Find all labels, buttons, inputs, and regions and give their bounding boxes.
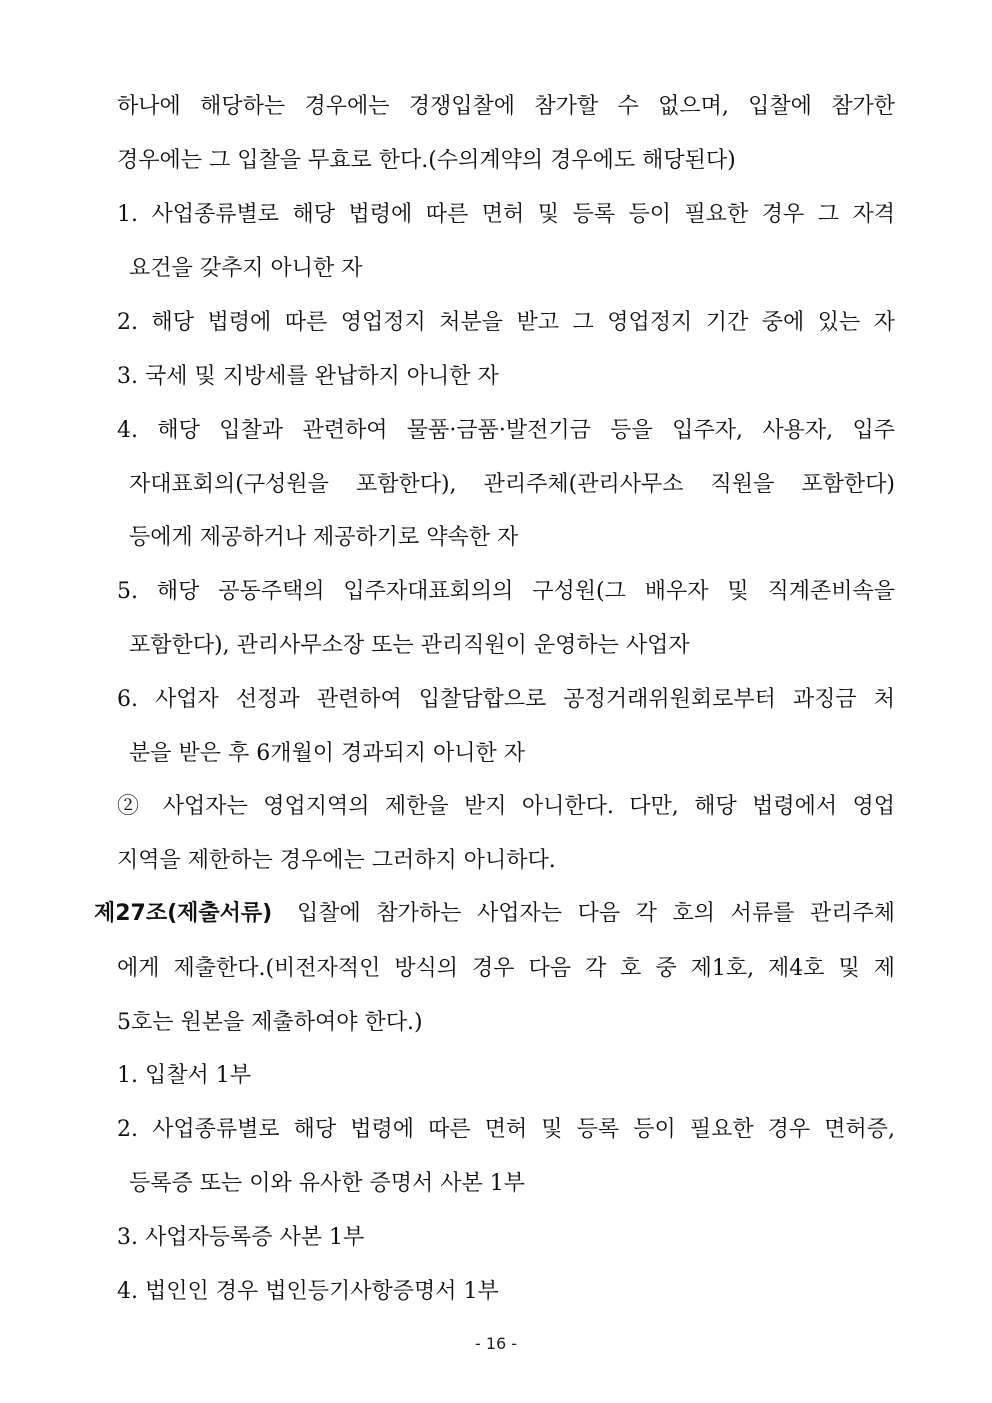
list-item: 1. 입찰서 1부: [117, 1063, 251, 1088]
body-line: 하나에 해당하는 경우에는 경쟁입찰에 참가할 수 없으며, 입찰에 참가한: [117, 94, 895, 119]
body-line: 경우에는 그 입찰을 무효로 한다.(수의계약의 경우에도 해당된다): [117, 148, 736, 173]
list-item-continuation: 자대표회의(구성원을 포함한다), 관리주체(관리사무소 직원을 포함한다): [129, 472, 895, 497]
paragraph-line: ② 사업자는 영업지역의 제한을 받지 아니한다. 다만, 해당 법령에서 영업: [117, 794, 895, 819]
article-text: 에게 제출한다.(비전자적인 방식의 경우 다음 각 호 중 제1호, 제4호 및 제: [117, 956, 895, 981]
article-text: 5호는 원본을 제출하여야 한다.): [117, 1010, 423, 1035]
list-item: 2. 사업종류별로 해당 법령에 따른 면허 및 등록 등이 필요한 경우 면허증,: [117, 1117, 895, 1142]
list-item-continuation: 분을 받은 후 6개월이 경과되지 아니한 자: [129, 741, 525, 766]
page-number: - 16 -: [474, 1334, 518, 1353]
list-item-continuation: 등에게 제공하거나 제공하기로 약속한 자: [129, 525, 519, 550]
list-item: 6. 사업자 선정과 관련하여 입찰담합으로 공정거래위원회로부터 과징금 처: [117, 687, 895, 712]
list-item-continuation: 포함한다), 관리사무소장 또는 관리직원이 운영하는 사업자: [129, 633, 690, 658]
list-item: 4. 해당 입찰과 관련하여 물품·금품·발전기금 등을 입주자, 사용자, 입주: [117, 418, 895, 443]
list-item: 4. 법인인 경우 법인등기사항증명서 1부: [117, 1279, 499, 1304]
list-item: 3. 사업자등록증 사본 1부: [117, 1225, 365, 1250]
list-item: 5. 해당 공동주택의 입주자대표회의의 구성원(그 배우자 및 직계존비속을: [117, 579, 895, 604]
list-item: 2. 해당 법령에 따른 영업정지 처분을 받고 그 영업정지 기간 중에 있는 자: [117, 310, 895, 335]
article-text: 입찰에 참가하는 사업자는 다음 각 호의 서류를 관리주체: [297, 901, 895, 926]
article-heading: 제27조(제출서류): [94, 901, 273, 926]
paragraph-line: 지역을 제한하는 경우에는 그러하지 아니하다.: [117, 848, 556, 873]
list-item-continuation: 요건을 갖추지 아니한 자: [129, 256, 363, 281]
list-item: 3. 국세 및 지방세를 완납하지 아니한 자: [117, 364, 499, 389]
list-item-continuation: 등록증 또는 이와 유사한 증명서 사본 1부: [129, 1171, 525, 1196]
list-item: 1. 사업종류별로 해당 법령에 따른 면허 및 등록 등이 필요한 경우 그 자격: [117, 202, 895, 227]
